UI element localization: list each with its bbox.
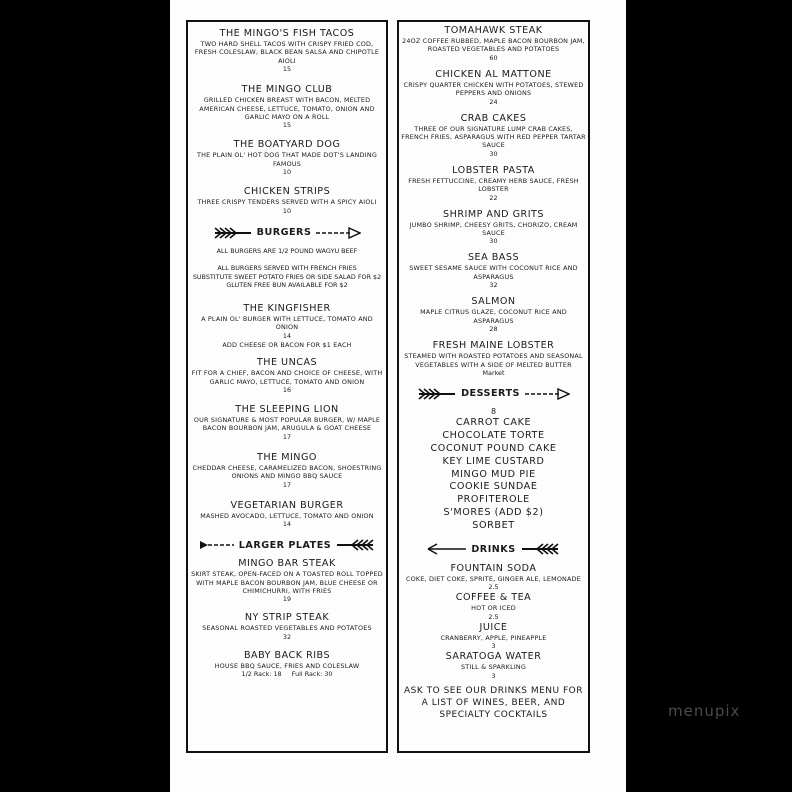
menu-column-left: [186, 20, 388, 753]
item-price: 3: [491, 642, 496, 651]
item-price: 32: [282, 632, 292, 641]
item-desc: TWO HARD SHELL TACOS WITH CRISPY FRIED COD, FRESH COLESLAW, BLACK BEAN SALSA AND CHIPOTLE AIOLI: [194, 40, 380, 65]
burger-note: ALL BURGERS SERVED WITH FRENCH FRIES: [217, 264, 357, 273]
item-desc: CHEDDAR CHEESE, CARAMELIZED BACON, SHOESTRING ONIONS AND MINGO BBQ SAUCE: [192, 463, 382, 481]
menu-item: [399, 622, 588, 651]
section-title: DRINKS: [471, 543, 516, 555]
item-extra: ADD CHEESE OR BACON FOR $1 EACH: [222, 340, 352, 349]
item-title: SHRIMP AND GRITS: [443, 208, 544, 220]
item-title: SALMON: [471, 296, 516, 308]
menu-item: [188, 186, 386, 215]
item-title: FOUNTAIN SODA: [450, 563, 537, 575]
item-title: THE MINGO'S FISH TACOS: [219, 28, 355, 39]
menu-item: [399, 165, 588, 203]
item-desc: A PLAIN OL' BURGER WITH LETTUCE, TOMATO AND ONION: [201, 315, 373, 332]
dessert-item: CARROT CAKE: [455, 416, 532, 428]
item-desc: MASHED AVOCADO, LETTUCE, TOMATO AND ONION: [200, 511, 374, 520]
arrow-right-icon: [524, 388, 570, 400]
item-price: 28: [489, 325, 498, 334]
menu-item: [399, 209, 588, 247]
item-price: 2.5: [488, 612, 499, 621]
item-price: 60: [489, 53, 498, 62]
dessert-item: SORBET: [472, 520, 515, 532]
section-header-drinks: [399, 541, 588, 557]
arrow-left-icon: [199, 539, 235, 551]
dessert-item: CHOCOLATE TORTE: [442, 429, 545, 441]
item-title: BABY BACK RIBS: [243, 649, 331, 661]
dessert-item: KEY LIME CUSTARD: [442, 455, 545, 467]
drinks-footer-note: ASK TO SEE OUR DRINKS MENU FOR A LIST OF WINES, BEER, AND SPECIALTY COCKTAILS: [404, 685, 583, 720]
item-title: THE KINGFISHER: [243, 303, 331, 315]
item-title: FRESH MAINE LOBSTER: [432, 340, 555, 352]
item-price: 1/2 Rack: 18 Full Rack: 30: [241, 670, 333, 679]
menu-item: [188, 650, 386, 679]
item-title: CHICKEN AL MATTONE: [435, 68, 552, 80]
item-title: LOBSTER PASTA: [452, 164, 535, 176]
dessert-item: S'MORES (ADD $2): [443, 507, 544, 519]
item-desc: SWEET SESAME SAUCE WITH COCONUT RICE AND ASPARAGUS: [409, 264, 578, 281]
item-title: SARATOGA WATER: [445, 651, 542, 663]
menu-item: [188, 357, 386, 395]
item-price: 15: [282, 121, 292, 130]
arrow-feather-icon: [213, 227, 253, 239]
item-desc: OUR SIGNATURE & MOST POPULAR BURGER, W/ MAPLE BACON BOURBON JAM, ARUGULA & GOAT CHEESE: [193, 416, 381, 433]
menu-item: [188, 404, 386, 442]
item-title: COFFEE & TEA: [455, 592, 532, 604]
menu-item: [188, 500, 386, 529]
item-desc: HOT OR ICED: [471, 604, 516, 613]
menu-item: [188, 303, 386, 349]
menu-item: [399, 69, 588, 107]
menu-item: [399, 113, 588, 159]
item-title: THE UNCAS: [256, 357, 318, 369]
item-price: 19: [282, 595, 292, 604]
menu-item: [399, 296, 588, 334]
dessert-item: PROFITEROLE: [457, 494, 530, 506]
item-desc: CRANBERRY, APPLE, PINEAPPLE: [440, 633, 547, 642]
desserts-price: 8: [490, 406, 497, 416]
section-header-larger-plates: [188, 537, 386, 553]
menu-item: [188, 452, 386, 490]
dessert-item: COOKIE SUNDAE: [449, 481, 538, 493]
item-desc: THE PLAIN OL' HOT DOG THAT MADE DOT'S LANDING FAMOUS: [197, 151, 377, 168]
menu-item: [399, 651, 588, 680]
section-header-desserts: [399, 386, 588, 402]
arrow-feather-icon: [417, 388, 457, 400]
item-title: JUICE: [479, 621, 508, 633]
item-price: 32: [489, 281, 498, 290]
item-title: THE MINGO CLUB: [241, 84, 333, 96]
item-title: CRAB CAKES: [460, 112, 527, 124]
menu-item: [188, 84, 386, 130]
item-title: CHICKEN STRIPS: [243, 186, 331, 198]
watermark-logo: menupix: [668, 702, 741, 720]
menu-item: [399, 252, 588, 290]
item-title: NY STRIP STEAK: [244, 612, 330, 624]
section-title: LARGER PLATES: [238, 539, 332, 551]
menu-item: [399, 340, 588, 378]
item-desc: HOUSE BBQ SAUCE, FRIES AND COLESLAW: [214, 661, 360, 670]
item-price: 17: [282, 480, 292, 489]
item-desc: SEASONAL ROASTED VEGETABLES AND POTATOES: [202, 624, 372, 633]
item-title: MINGO BAR STEAK: [238, 558, 336, 570]
item-desc: GRILLED CHICKEN BREAST WITH BACON, MELTED AMERICAN CHEESE, LETTUCE, TOMATO, ONION AND GARLIC MAYO ON A ROLL: [199, 96, 375, 122]
item-price: 30: [489, 237, 498, 246]
burger-note: ALL BURGERS ARE 1/2 POUND WAGYU BEEF: [216, 246, 358, 255]
item-desc: STEAMED WITH ROASTED POTATOES AND SEASONAL VEGETABLES WITH A SIDE OF MELTED BUTTER: [404, 352, 583, 369]
item-desc: 24OZ COFFEE RUBBED, MAPLE BACON BOURBON JAM, ROASTED VEGETABLES AND POTATOES: [402, 37, 585, 54]
item-title: THE BOATYARD DOG: [233, 139, 341, 151]
item-price: 10: [282, 206, 292, 215]
arrow-right-icon: [315, 227, 361, 239]
dessert-item: MINGO MUD PIE: [451, 468, 536, 480]
item-price: 30: [489, 149, 498, 158]
menu-item: [188, 558, 386, 604]
item-desc: THREE CRISPY TENDERS SERVED WITH A SPICY AIOLI: [197, 198, 377, 207]
item-price: 17: [282, 432, 292, 441]
item-title: TOMAHAWK STEAK: [444, 25, 543, 36]
arrow-feather-icon: [335, 539, 375, 551]
burger-note: SUBSTITUTE SWEET POTATO FRIES OR SIDE SALAD FOR $2: [192, 272, 382, 281]
item-title: SEA BASS: [467, 252, 520, 264]
menu-item: [399, 563, 588, 592]
arrow-feather-icon: [520, 543, 560, 555]
menu-column-right: [397, 20, 590, 753]
item-price: 24: [489, 97, 498, 106]
item-desc: STILL & SPARKLING: [460, 663, 527, 672]
menu-item: [188, 612, 386, 641]
section-header-burgers: [188, 225, 386, 241]
menu-item: [188, 28, 386, 74]
section-title: DESSERTS: [461, 388, 520, 400]
item-price: 3: [491, 671, 496, 680]
item-title: THE MINGO: [257, 451, 317, 463]
dessert-item: COCONUT POUND CAKE: [430, 442, 557, 454]
item-price: 14: [282, 520, 292, 529]
section-title: BURGERS: [256, 227, 312, 239]
item-desc: SKIRT STEAK, OPEN-FACED ON A TOASTED ROLL TOPPED WITH MAPLE BACON BOURBON JAM, BLUE CHEESE OR CHIMICHURRI, WITH FRIES: [191, 570, 383, 595]
item-price: Market: [482, 368, 505, 377]
item-title: VEGETARIAN BURGER: [230, 499, 344, 511]
item-desc: COKE, DIET COKE, SPRITE, GINGER ALE, LEMONADE: [406, 575, 581, 584]
item-price: 14: [282, 331, 292, 340]
burger-note: GLUTEN FREE BUN AVAILABLE FOR $2: [226, 281, 348, 290]
menu-item: [188, 139, 386, 177]
menu-item: [399, 592, 588, 621]
item-desc: FIT FOR A CHIEF, BACON AND CHOICE OF CHEESE, WITH GARLIC MAYO, LETTUCE, TOMATO AND ONION: [191, 369, 383, 386]
arrow-left-icon: [427, 543, 467, 555]
item-desc: MAPLE CITRUS GLAZE, COCONUT RICE AND ASPARAGUS: [420, 308, 567, 325]
item-desc: CRISPY QUARTER CHICKEN WITH POTATOES, STEWED PEPPERS AND ONIONS: [403, 80, 584, 98]
item-price: 15: [282, 65, 292, 74]
item-desc: JUMBO SHRIMP, CHEESY GRITS, CHORIZO, CREAM SAUCE: [409, 220, 578, 238]
item-price: 16: [282, 386, 292, 395]
item-price: 10: [282, 168, 292, 177]
item-title: THE SLEEPING LION: [235, 404, 339, 416]
item-price: 2.5: [488, 583, 499, 592]
item-price: 22: [489, 193, 498, 202]
item-desc: FRESH FETTUCCINE, CREAMY HERB SAUCE, FRESH LOBSTER: [408, 176, 579, 194]
menu-item: [399, 25, 588, 63]
item-desc: THREE OF OUR SIGNATURE LUMP CRAB CAKES, FRENCH FRIES, ASPARAGUS WITH RED PEPPER TARTAR SAUCE: [401, 124, 586, 150]
